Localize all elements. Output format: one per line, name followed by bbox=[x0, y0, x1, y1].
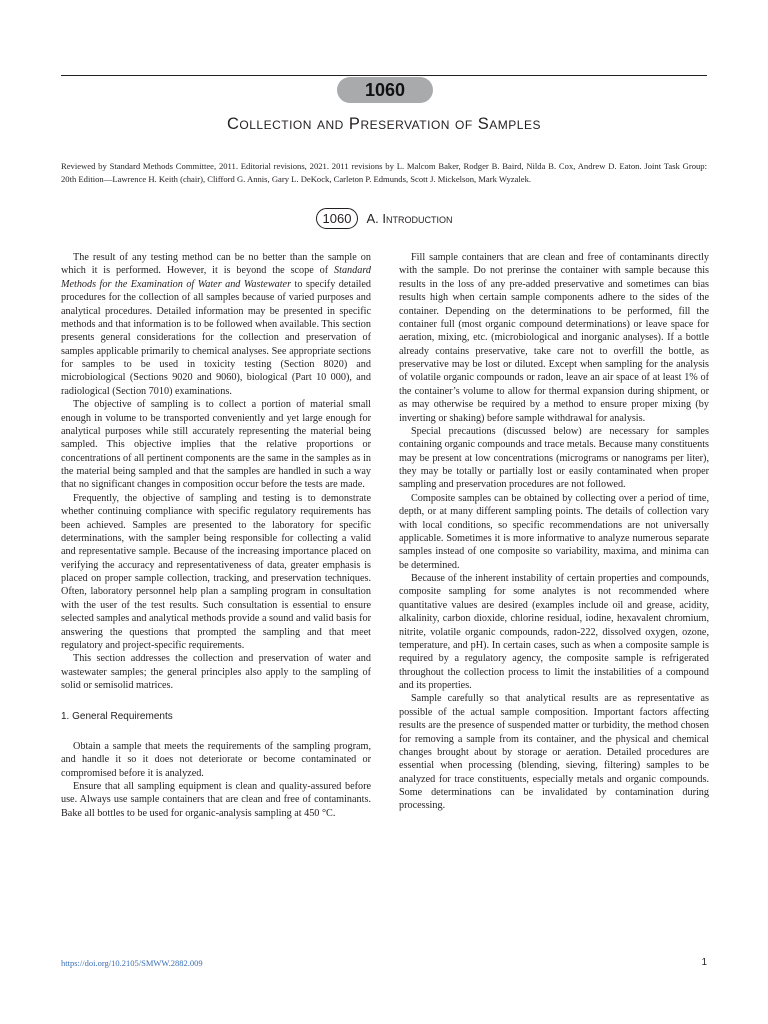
general-requirements-heading: 1. General Requirements bbox=[61, 711, 173, 723]
paragraph: Frequently, the objective of sampling and testing is to demonstrate whether continuing compliance with specific regulatory requirements has been achieved. Samples are presented to the laboratory for specific determinations, with the sampler being responsible for collecting a valid and representative sample. Because of the increasing importance placed on verifying the accuracy and representativeness of data, greater emphasis is placed on proper sample collection, tracking, and preservation techniques. Often, laboratory personnel help plan a sampling program in consultation with the user of the test results. Such consultation is essential to ensure selected samples and analytical methods provide a sound and valid basis for answering the questions that prompted the sampling and that meet regulatory and project-specific requirements. bbox=[61, 492, 371, 651]
page-title bbox=[0, 115, 768, 134]
intro-heading bbox=[0, 208, 768, 229]
book-title: Standard Methods for the Examination of Water and Wastewater bbox=[61, 265, 371, 290]
paragraph: Because of the inherent instability of certain properties and compounds, composite sampling for some analytes is not recommended where quantitative values are desired (examples include oil and grease, acidity, alkalinity, carbon dioxide, chlorine residual, iodine, hexavalent chromium, nitrite, volatile organic compounds, radon-222, dissolved oxygen, ozone, temperature, and pH). In certain cases, such as when a composite sample is required by a regulatory agency, the composite sample is refrigerated throughout the collection process to limit the instabilities of a compound and its properties. bbox=[399, 573, 709, 691]
intro-heading-label: A. Introduction bbox=[366, 211, 453, 226]
section-number-badge: 1060 bbox=[337, 77, 433, 103]
paragraph bbox=[61, 251, 371, 398]
paragraph-text: to specify detailed procedures for the collection of all samples because of varied purposes and analytical procedures. Detailed information may be presented in specific methods and that information is to be followed when available. This section presents general considerations for the collection and preservation of samples applicable primarily to chemical analyses. See appropriate sections for samples to be used in toxicity testing (Section 8020) and microbiological (Sections 9020 and 9060), biological (Part 10 000), and radiological (Section 7010) examinations. bbox=[61, 278, 371, 397]
paragraph-text: The result of any testing method can be no better than the sample on which it is performed. However, it is beyond the scope of bbox=[61, 252, 371, 277]
paragraph: This section addresses the collection and preservation of water and wastewater samples; the general principles also apply to the sampling of solid or semisolid matrices. bbox=[61, 653, 371, 691]
paragraph: Special precautions (discussed below) are necessary for samples containing organic compounds and trace metals. Because many constituents may be present at low concentrations (micrograms or nanograms per liter), they may be totally or partially lost or easily contaminated when proper sampling and preservation procedures are not followed. bbox=[399, 425, 709, 491]
paragraph: Sample carefully so that analytical results are as representative as possible of the actual sample composition. Important factors affecting results are the presence of suspended matter or turbidity, the method chosen for removing a sample from its container, and the physical and chemical changes brought about by storage or aeration. Detailed procedures are essential when processing (blending, sieving, filtering) samples to be analyzed for trace constituents, especially metals and organic compounds. Some determinations can be invalidated by contamination during processing. bbox=[399, 693, 709, 812]
right-column bbox=[399, 251, 709, 813]
left-column bbox=[61, 251, 371, 820]
page-number: 1 bbox=[701, 957, 707, 968]
paragraph: The objective of sampling is to collect a portion of material small enough in volume to be transported conveniently and yet large enough for analytical purposes while still accurately representing the material being sampled. This objective implies that the relative proportions or concentrations of all pertinent components are the same in the samples as in the material being sampled and that the samples are handled in such a way that no significant changes in composition occur before the tests are made. bbox=[61, 399, 371, 491]
intro-section-number: 1060 bbox=[316, 208, 359, 229]
page-title-text: Collection and Preservation of Samples bbox=[227, 115, 541, 133]
doi-link[interactable]: https://doi.org/10.2105/SMWW.2882.009 bbox=[61, 958, 203, 968]
paragraph: Obtain a sample that meets the requirements of the sampling program, and handle it so it does not deteriorate or become contaminated or compromised before it is analyzed. bbox=[61, 740, 371, 779]
paragraph: Fill sample containers that are clean and free of contaminants directly with the sample. Do not prerinse the container with sample because this results in the loss of any pre-added preservative and sometimes can bias results high when certain sample components adhere to the sides of the container. Depending on the determinations to be performed, fill the container full (most organic compound determinations) or leave space for aeration, mixing, etc. (microbiological and inorganic analyses). If a bottle already contains preservative, take care not to overfill the bottle, as preservative may be lost or diluted. Except when sampling for the analysis of volatile organic compounds or radon, leave an air space of at least 1% of the container’s volume to allow for thermal expansion during shipment, or as may otherwise be required by a method to ensure proper mixing (by inverting or shaking) before sample withdrawal for analysis. bbox=[399, 252, 709, 424]
paragraph: Ensure that all sampling equipment is clean and quality-assured before use. Always use sample containers that are clean and free of contaminants. Bake all bottles to be used for organic-analysis sampling at 450 °C. bbox=[61, 780, 371, 819]
top-rule bbox=[61, 75, 707, 76]
paragraph: Composite samples can be obtained by collecting over a period of time, depth, or at many different sampling points. The details of collection vary with local conditions, so specific recommendations are not universally applicable. Sometimes it is more informative to analyze numerous separate samples instead of one composite so variability, maxima, and minima can be determined. bbox=[399, 492, 709, 571]
reviewed-by-note: Reviewed by Standard Methods Committee, 2011. Editorial revisions, 2021. 2011 revisions by L. Malcom Baker, Rodger B. Baird, Nilda B. Cox, Andrew D. Eaton. Joint Task Group: 20th Edition—Lawrence H. Keith (chair), Clifford G. Annis, Gary L. DeKock, Carleton P. Edmunds, Scott J. Mickelson, Mark Wyzalek. bbox=[61, 161, 707, 184]
